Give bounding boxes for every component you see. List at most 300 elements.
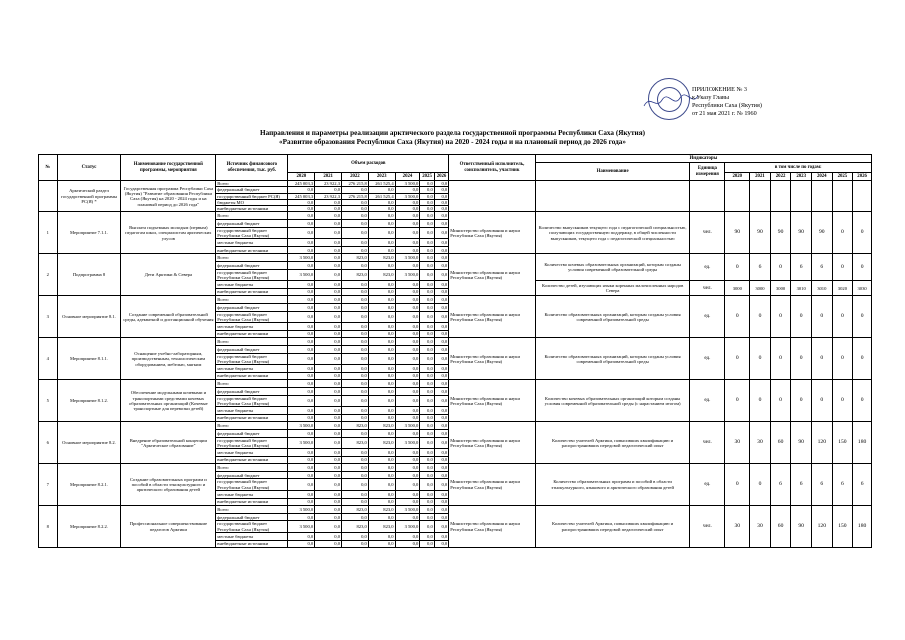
- source-label: местные бюджеты: [216, 365, 288, 373]
- expense-value: 0,0: [395, 288, 420, 296]
- expense-value: 0,0: [315, 296, 342, 304]
- row-num: 4: [39, 338, 58, 380]
- row-unit: чел.: [690, 212, 725, 254]
- row-responsible: Министерство образования и науки Республики Саха (Якутия): [449, 338, 536, 380]
- indicator-value: 0: [832, 254, 853, 281]
- expense-value: 0,0: [342, 239, 369, 247]
- indicator-value: 0: [832, 212, 853, 254]
- appendix-line-2: к Указу Главы: [692, 94, 730, 101]
- indicator-value: 0: [725, 338, 750, 380]
- expense-value: 0,0: [395, 456, 420, 464]
- indicator-value: 0: [791, 296, 812, 338]
- expense-value: 0,0: [368, 212, 395, 220]
- expense-value: 261 525,4: [368, 193, 395, 199]
- indicator-value: 0: [750, 296, 771, 338]
- source-label: местные бюджеты: [216, 449, 288, 457]
- expense-value: 0,0: [315, 449, 342, 457]
- indicator-value: 0: [832, 380, 853, 422]
- expense-value: 0,0: [368, 220, 395, 228]
- indicator-value: 3010: [791, 281, 812, 296]
- expense-value: 3 500,0: [395, 437, 420, 449]
- row-name: Выплата подъемных молодым (первым) педагогам школ, специалистам арктических улусов: [121, 212, 216, 254]
- expense-value: 0,0: [342, 513, 369, 521]
- indicator-value: 90: [791, 506, 812, 548]
- indicator-value: 60: [770, 506, 791, 548]
- expense-value: 0,0: [395, 365, 420, 373]
- source-label: внебюджетные источники: [216, 246, 288, 254]
- source-label: внебюджетные источники: [216, 206, 288, 212]
- indicator-value: [750, 181, 771, 212]
- expense-value: 23 922,3: [315, 193, 342, 199]
- expense-value: 0,0: [395, 491, 420, 499]
- source-label: внебюджетные источники: [216, 414, 288, 422]
- source-label: федеральный бюджет: [216, 187, 288, 193]
- expense-value: 0,0: [342, 380, 369, 388]
- expense-value: 0,0: [395, 533, 420, 541]
- expense-value: 3 500,0: [288, 254, 315, 262]
- expense-value: 0,0: [368, 288, 395, 296]
- expense-value: 0,0: [288, 387, 315, 395]
- expense-value: 0,0: [434, 437, 448, 449]
- indicator-value: 90: [791, 212, 812, 254]
- expense-value: 0,0: [288, 199, 315, 205]
- expense-value: 276 215,8: [342, 181, 369, 187]
- expense-value: 0,0: [420, 220, 434, 228]
- expense-value: 3 500,0: [288, 506, 315, 514]
- expense-value: 0,0: [288, 372, 315, 380]
- indicator-value: 90: [791, 422, 812, 464]
- row-unit: чел.: [690, 281, 725, 296]
- source-label: государственный бюджет Республики Саха (Якутия): [216, 395, 288, 407]
- expense-value: 0,0: [420, 181, 434, 187]
- expense-value: 823,0: [368, 521, 395, 533]
- expense-value: 0,0: [395, 281, 420, 289]
- title-line-2: «Развитие образования Республики Саха (Якутия) на 2020 - 2024 годы и на плановый период до 2026 года»: [279, 138, 626, 146]
- indicator-value: 30: [725, 506, 750, 548]
- expense-value: 823,0: [342, 422, 369, 430]
- expense-value: 0,0: [434, 414, 448, 422]
- expense-value: 0,0: [368, 479, 395, 491]
- expense-value: 0,0: [288, 304, 315, 312]
- expense-value: 0,0: [315, 220, 342, 228]
- source-label: Всего: [216, 464, 288, 472]
- indicator-value: 180: [853, 422, 872, 464]
- expense-value: 0,0: [434, 227, 448, 239]
- expense-value: 0,0: [315, 380, 342, 388]
- expense-value: 0,0: [434, 288, 448, 296]
- header-indicator-year: 2026: [853, 173, 872, 181]
- expense-value: 0,0: [315, 533, 342, 541]
- expense-value: 823,0: [368, 254, 395, 262]
- source-label: Всего: [216, 380, 288, 388]
- indicator-value: 0: [750, 338, 771, 380]
- expense-value: 0,0: [342, 464, 369, 472]
- expense-value: 0,0: [368, 464, 395, 472]
- expense-value: 0,0: [434, 380, 448, 388]
- row-name: Оснащение учебно-лабораторным, производственным, технологическим оборудованием, мебелью, мягким: [121, 338, 216, 380]
- appendix-line-4: от 21 мая 2021 г. № 1960: [692, 110, 757, 117]
- expense-value: 0,0: [420, 387, 434, 395]
- indicator-value: 3000: [770, 281, 791, 296]
- header-indicators: Индикаторы: [535, 155, 871, 163]
- expense-value: 0,0: [315, 365, 342, 373]
- expense-value: 0,0: [434, 262, 448, 270]
- table-row: [39, 254, 872, 262]
- expense-value: 0,0: [342, 407, 369, 415]
- expense-value: 0,0: [420, 380, 434, 388]
- table-row: [39, 464, 872, 472]
- expense-value: 0,0: [288, 262, 315, 270]
- expense-value: 0,0: [288, 407, 315, 415]
- expense-value: 0,0: [315, 387, 342, 395]
- expense-value: 0,0: [315, 338, 342, 346]
- indicator-value: 0: [750, 380, 771, 422]
- expense-value: 0,0: [315, 429, 342, 437]
- expense-value: 823,0: [368, 422, 395, 430]
- expense-value: 0,0: [342, 387, 369, 395]
- expense-value: 0,0: [288, 239, 315, 247]
- row-indicator: Количество детей, изучающих языки коренных малочисленных народов Севера: [535, 281, 690, 296]
- indicator-value: 150: [832, 422, 853, 464]
- header-expense-year: 2023: [368, 173, 395, 181]
- table-row: [39, 296, 872, 304]
- row-unit: чел.: [690, 506, 725, 548]
- expense-value: 0,0: [315, 281, 342, 289]
- indicator-value: 90: [770, 212, 791, 254]
- header-expense-year: 2022: [342, 173, 369, 181]
- row-indicator: Количество образовательных организаций, которым созданы условия современной образовательной среды: [535, 338, 690, 380]
- expense-value: 0,0: [420, 513, 434, 521]
- expense-value: 0,0: [420, 372, 434, 380]
- indicator-value: 120: [811, 422, 832, 464]
- expense-value: 0,0: [420, 212, 434, 220]
- source-label: местные бюджеты: [216, 281, 288, 289]
- source-label: федеральный бюджет: [216, 304, 288, 312]
- expense-value: 0,0: [434, 429, 448, 437]
- expense-value: 3 500,0: [288, 422, 315, 430]
- indicator-value: [832, 181, 853, 212]
- expense-value: 0,0: [420, 540, 434, 548]
- expense-value: 0,0: [315, 345, 342, 353]
- header-volume: Объем расходов: [288, 155, 449, 173]
- expense-value: 0,0: [434, 471, 448, 479]
- row-responsible: Министерство образования и науки Республики Саха (Якутия): [449, 296, 536, 338]
- source-label: федеральный бюджет: [216, 429, 288, 437]
- indicator-value: [791, 181, 812, 212]
- expense-value: 0,0: [315, 513, 342, 521]
- table-row: [39, 181, 872, 187]
- expense-value: 0,0: [434, 338, 448, 346]
- signature-icon: [640, 92, 700, 112]
- expense-value: 0,0: [420, 206, 434, 212]
- expense-value: 0,0: [420, 304, 434, 312]
- expense-value: 0,0: [368, 533, 395, 541]
- expense-value: 3 500,0: [395, 422, 420, 430]
- expense-value: 0,0: [342, 220, 369, 228]
- expense-value: 0,0: [288, 456, 315, 464]
- expense-value: 0,0: [395, 380, 420, 388]
- expense-value: 0,0: [434, 521, 448, 533]
- expense-value: 0,0: [420, 345, 434, 353]
- expense-value: 0,0: [420, 449, 434, 457]
- expense-value: 0,0: [342, 296, 369, 304]
- expense-value: 0,0: [395, 345, 420, 353]
- source-label: местные бюджеты: [216, 239, 288, 247]
- expense-value: 0,0: [368, 345, 395, 353]
- expense-value: 0,0: [420, 422, 434, 430]
- expense-value: 0,0: [434, 323, 448, 331]
- expense-value: 0,0: [368, 199, 395, 205]
- expense-value: 0,0: [434, 479, 448, 491]
- expense-value: 0,0: [434, 220, 448, 228]
- expense-value: 0,0: [434, 491, 448, 499]
- indicator-value: [853, 181, 872, 212]
- expense-value: 0,0: [315, 323, 342, 331]
- expense-value: 0,0: [434, 540, 448, 548]
- header-unit: Единица измерения: [690, 163, 725, 181]
- source-label: местные бюджеты: [216, 323, 288, 331]
- expense-value: 245 003,3: [288, 193, 315, 199]
- source-label: внебюджетные источники: [216, 540, 288, 548]
- expense-value: 0,0: [315, 353, 342, 365]
- source-label: федеральный бюджет: [216, 262, 288, 270]
- expense-value: 0,0: [395, 304, 420, 312]
- expense-value: 0,0: [288, 323, 315, 331]
- header-num: №: [39, 155, 58, 181]
- expense-value: 0,0: [368, 187, 395, 193]
- expense-value: 0,0: [315, 414, 342, 422]
- expense-value: 0,0: [420, 239, 434, 247]
- expense-value: 0,0: [342, 262, 369, 270]
- expense-value: 0,0: [342, 395, 369, 407]
- expense-value: 0,0: [288, 345, 315, 353]
- expense-value: 0,0: [420, 262, 434, 270]
- row-status: Мероприятие 8.1.2.: [57, 380, 121, 422]
- expense-value: 0,0: [368, 414, 395, 422]
- header-indicator-year: 2021: [750, 173, 771, 181]
- row-status: Мероприятие 8.2.2.: [57, 506, 121, 548]
- expense-value: 0,0: [342, 429, 369, 437]
- expense-value: 3 500,0: [395, 254, 420, 262]
- expense-value: 0,0: [420, 479, 434, 491]
- row-responsible: [449, 181, 536, 212]
- expense-value: 0,0: [315, 330, 342, 338]
- table-row: [39, 212, 872, 220]
- expense-value: 0,0: [288, 338, 315, 346]
- expense-value: 0,0: [420, 323, 434, 331]
- expense-value: 823,0: [342, 254, 369, 262]
- expense-value: 0,0: [342, 456, 369, 464]
- source-label: федеральный бюджет: [216, 220, 288, 228]
- row-name: Создание современной образовательной среды, адекватной и дистанционной обучения: [121, 296, 216, 338]
- expense-value: 0,0: [315, 506, 342, 514]
- expense-value: 0,0: [420, 491, 434, 499]
- expense-value: 0,0: [288, 206, 315, 212]
- source-label: Всего: [216, 506, 288, 514]
- source-label: местные бюджеты: [216, 533, 288, 541]
- expense-value: 0,0: [395, 471, 420, 479]
- expense-value: 0,0: [368, 206, 395, 212]
- expense-value: 0,0: [342, 323, 369, 331]
- row-name: Дети Арктики & Севера: [121, 254, 216, 296]
- indicator-value: [770, 181, 791, 212]
- source-label: федеральный бюджет: [216, 471, 288, 479]
- expense-value: 0,0: [315, 464, 342, 472]
- expense-value: 3 500,0: [288, 437, 315, 449]
- expense-value: 0,0: [434, 365, 448, 373]
- expense-value: 0,0: [420, 288, 434, 296]
- indicator-value: 0: [725, 296, 750, 338]
- expense-value: 0,0: [395, 498, 420, 506]
- expense-value: 0,0: [420, 311, 434, 323]
- expense-value: 0,0: [288, 491, 315, 499]
- expense-value: 0,0: [342, 338, 369, 346]
- expense-value: 0,0: [315, 456, 342, 464]
- expense-value: 0,0: [420, 365, 434, 373]
- expense-value: 0,0: [288, 187, 315, 193]
- expense-value: 0,0: [395, 353, 420, 365]
- expense-value: 0,0: [368, 395, 395, 407]
- indicator-value: 0: [811, 296, 832, 338]
- expense-value: 0,0: [434, 456, 448, 464]
- row-responsible: Министерство образования и науки Республики Саха (Якутия): [449, 506, 536, 548]
- expense-value: 0,0: [288, 220, 315, 228]
- indicator-value: 6: [750, 254, 771, 281]
- expense-value: 0,0: [434, 372, 448, 380]
- row-name: Создание образовательных программ и пособий в области этнокультурного и арктического образования детей: [121, 464, 216, 506]
- expense-value: 0,0: [395, 323, 420, 331]
- source-label: государственный бюджет Республики Саха (Якутия): [216, 521, 288, 533]
- expense-value: 0,0: [342, 479, 369, 491]
- indicator-value: 0: [853, 212, 872, 254]
- indicator-value: 90: [750, 212, 771, 254]
- expense-value: 0,0: [288, 498, 315, 506]
- expense-value: 0,0: [434, 239, 448, 247]
- expense-value: 0,0: [315, 206, 342, 212]
- source-label: государственный бюджет Республики Саха (Якутия): [216, 479, 288, 491]
- expense-value: 0,0: [288, 540, 315, 548]
- indicator-value: 0: [770, 338, 791, 380]
- expense-value: 0,0: [342, 311, 369, 323]
- expense-value: 0,0: [395, 262, 420, 270]
- expense-value: 0,0: [368, 262, 395, 270]
- expense-value: 0,0: [342, 330, 369, 338]
- indicator-value: 6: [770, 464, 791, 506]
- indicator-value: 0: [770, 296, 791, 338]
- arctic-program-table: [38, 154, 872, 548]
- expense-value: 0,0: [368, 323, 395, 331]
- source-label: государственный бюджет Республики Саха (Якутия): [216, 437, 288, 449]
- expense-value: 0,0: [420, 246, 434, 254]
- expense-value: 0,0: [315, 491, 342, 499]
- expense-value: 0,0: [342, 372, 369, 380]
- expense-value: 0,0: [288, 296, 315, 304]
- source-label: внебюджетные источники: [216, 372, 288, 380]
- row-responsible: Министерство образования и науки Республики Саха (Якутия): [449, 254, 536, 296]
- expense-value: 0,0: [434, 311, 448, 323]
- expense-value: 0,0: [315, 437, 342, 449]
- expense-value: 3 500,0: [395, 521, 420, 533]
- appendix-block: [692, 86, 762, 118]
- expense-value: 0,0: [368, 540, 395, 548]
- expense-value: 245 003,3: [288, 181, 315, 187]
- indicator-value: 0: [791, 380, 812, 422]
- expense-value: 0,0: [420, 498, 434, 506]
- expense-value: 0,0: [288, 395, 315, 407]
- expense-value: 0,0: [434, 296, 448, 304]
- header-expense-year: 2026: [434, 173, 448, 181]
- expense-value: 0,0: [395, 479, 420, 491]
- source-label: Всего: [216, 296, 288, 304]
- expense-value: 0,0: [395, 187, 420, 193]
- expense-value: 0,0: [420, 456, 434, 464]
- expense-value: 0,0: [315, 269, 342, 281]
- indicator-value: 3030: [853, 281, 872, 296]
- source-label: местные бюджеты: [216, 407, 288, 415]
- expense-value: 0,0: [420, 254, 434, 262]
- appendix-line-1: ПРИЛОЖЕНИЕ № 3: [692, 86, 748, 93]
- row-status: Основное мероприятие 8.1.: [57, 296, 121, 338]
- expense-value: 0,0: [420, 506, 434, 514]
- expense-value: 0,0: [342, 353, 369, 365]
- indicator-value: 30: [750, 422, 771, 464]
- indicator-value: 0: [725, 254, 750, 281]
- expense-value: 0,0: [420, 414, 434, 422]
- expense-value: 0,0: [342, 288, 369, 296]
- expense-value: 0,0: [368, 372, 395, 380]
- header-expense-year: 2025: [420, 173, 434, 181]
- indicator-value: 6: [791, 464, 812, 506]
- expense-value: 0,0: [315, 372, 342, 380]
- expense-value: 0,0: [342, 187, 369, 193]
- expense-value: 823,0: [368, 506, 395, 514]
- expense-value: 0,0: [368, 429, 395, 437]
- expense-value: 0,0: [368, 513, 395, 521]
- row-status: Арктический раздел государственной программы РС(Я) *: [57, 181, 121, 212]
- document-title: [0, 129, 905, 147]
- expense-value: 823,0: [342, 506, 369, 514]
- expense-value: 0,0: [315, 540, 342, 548]
- table-row: [39, 422, 872, 430]
- indicator-value: 6: [811, 464, 832, 506]
- row-num: 8: [39, 506, 58, 548]
- expense-value: 0,0: [342, 540, 369, 548]
- header-indicator-year: 2025: [832, 173, 853, 181]
- indicator-value: 120: [811, 506, 832, 548]
- expense-value: 0,0: [434, 464, 448, 472]
- header-incl-years: в том числе по годам:: [725, 163, 872, 173]
- expense-value: 0,0: [434, 395, 448, 407]
- expense-value: 0,0: [288, 212, 315, 220]
- indicator-value: 0: [853, 380, 872, 422]
- source-label: Всего: [216, 212, 288, 220]
- row-status: Основное мероприятие 8.2.: [57, 422, 121, 464]
- expense-value: 0,0: [342, 212, 369, 220]
- expense-value: 0,0: [434, 533, 448, 541]
- expense-value: 0,0: [395, 227, 420, 239]
- expense-value: 0,0: [315, 212, 342, 220]
- expense-value: 0,0: [368, 456, 395, 464]
- expense-value: 0,0: [368, 498, 395, 506]
- expense-value: 0,0: [288, 281, 315, 289]
- expense-value: 0,0: [315, 395, 342, 407]
- expense-value: 823,0: [368, 269, 395, 281]
- source-label: государственный бюджет Республики Саха (Якутия): [216, 227, 288, 239]
- expense-value: 0,0: [315, 262, 342, 270]
- header-source: Источник финансового обеспечения, тыс. руб.: [216, 155, 288, 181]
- indicator-value: 0: [791, 338, 812, 380]
- header-indicator-year: 2020: [725, 173, 750, 181]
